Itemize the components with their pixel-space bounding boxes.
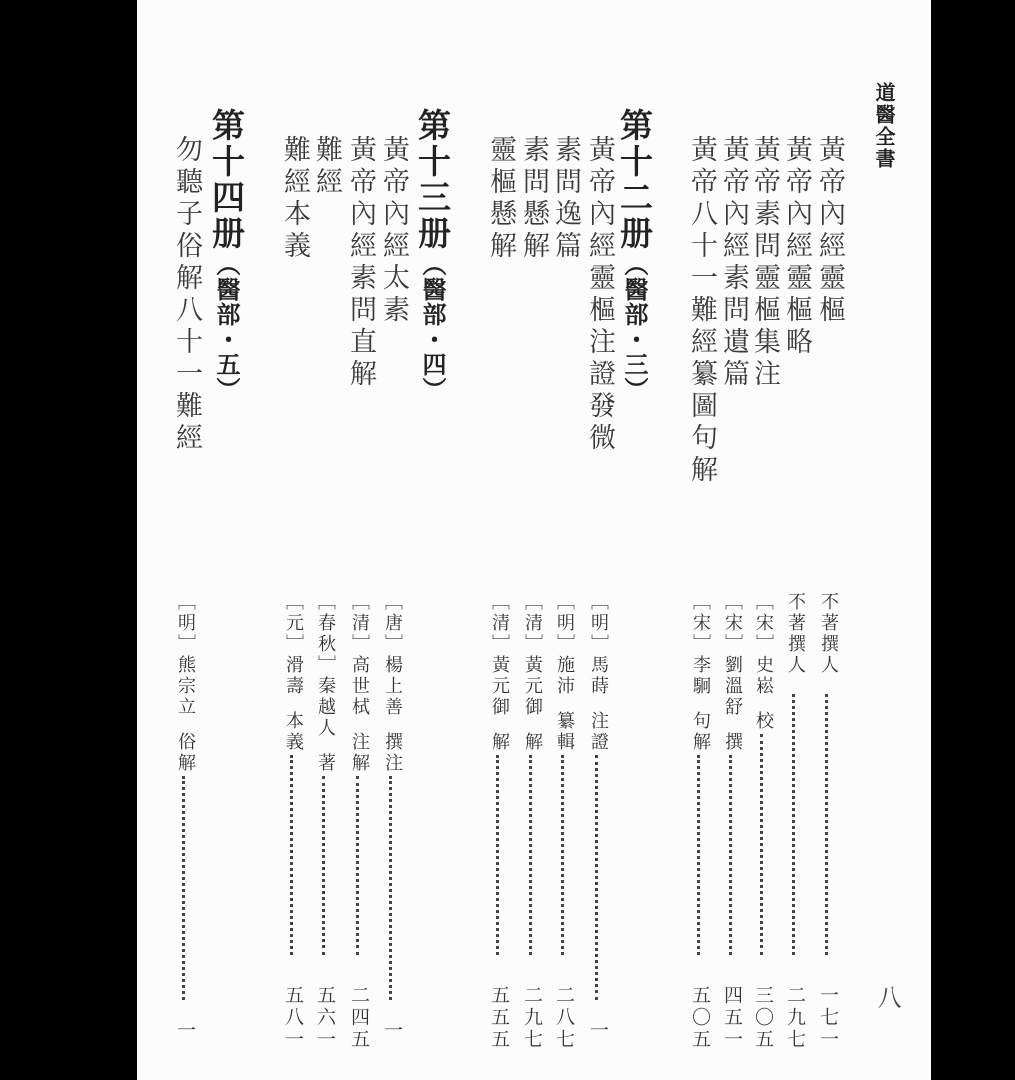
entry-title: 素問懸解 bbox=[518, 135, 549, 263]
entry-author bbox=[750, 592, 776, 732]
volume-heading-title: 第十二册 bbox=[615, 108, 654, 252]
entry-author-role: 撰注 bbox=[382, 732, 403, 774]
entry-author bbox=[312, 592, 338, 774]
entry-author-role: 注證 bbox=[588, 711, 609, 753]
entry-author bbox=[585, 592, 611, 753]
entry-author-name: 秦越人 bbox=[315, 676, 336, 739]
entry-title: 黃帝內經靈樞注證發微 bbox=[584, 135, 615, 455]
entry-author-name: 李駉 bbox=[690, 655, 711, 697]
entry-dynasty: ［明］ bbox=[588, 592, 609, 655]
entry-page-number: 二九七 bbox=[521, 985, 543, 1051]
entry-page-number: 一 bbox=[381, 1020, 403, 1042]
dot-leader bbox=[322, 776, 325, 955]
entry-title: 黃帝內經太素 bbox=[378, 135, 409, 327]
entry-author bbox=[815, 592, 841, 676]
dot-leader bbox=[356, 776, 359, 955]
entry-dynasty: ［清］ bbox=[349, 592, 370, 655]
volume-heading bbox=[409, 108, 456, 402]
entry-page-number: 四五一 bbox=[721, 985, 743, 1051]
entry-author-name: 劉溫舒 bbox=[722, 655, 743, 718]
entry-author bbox=[782, 592, 808, 676]
entry-dynasty: ［宋］ bbox=[722, 592, 743, 655]
entry-author bbox=[346, 592, 372, 774]
dot-leader bbox=[389, 776, 392, 1000]
volume-heading-section: （醫部・五） bbox=[212, 252, 241, 402]
entry-author-role: 解 bbox=[489, 732, 510, 753]
entry-author bbox=[687, 592, 713, 753]
dot-leader bbox=[595, 755, 598, 1000]
dot-leader bbox=[760, 734, 763, 955]
entry-dynasty: ［明］ bbox=[175, 592, 196, 655]
entry-author bbox=[519, 592, 545, 753]
entry-author-name: 高世栻 bbox=[349, 655, 370, 718]
dot-leader bbox=[729, 755, 732, 955]
volume-heading-section: （醫部・四） bbox=[418, 252, 447, 402]
entry-dynasty: ［宋］ bbox=[690, 592, 711, 655]
entry-title: 黃帝內經素問直解 bbox=[345, 135, 376, 391]
entry-page-number: 二八七 bbox=[553, 985, 575, 1051]
entry-dynasty: ［唐］ bbox=[382, 592, 403, 655]
entry-author-name: 史崧 bbox=[753, 655, 774, 697]
entry-author-role: 注解 bbox=[349, 732, 370, 774]
entry-page-number: 五八一 bbox=[282, 985, 304, 1051]
entry-page-number: 一 bbox=[587, 1020, 609, 1042]
entry-page-number: 三〇五 bbox=[752, 985, 774, 1051]
entry-author-name: 馬蒔 bbox=[588, 655, 609, 697]
entry-author-role: 句解 bbox=[690, 711, 711, 753]
entry-author bbox=[719, 592, 745, 753]
entry-author bbox=[280, 592, 306, 753]
entry-title: 黃帝內經素問遺篇 bbox=[718, 135, 749, 391]
entry-dynasty: ［元］ bbox=[283, 592, 304, 655]
entry-title: 素問逸篇 bbox=[550, 135, 581, 263]
entry-title: 黃帝素問靈樞集注 bbox=[749, 135, 780, 391]
entry-author-role: 校 bbox=[753, 711, 774, 732]
entry-title: 黃帝內經靈樞略 bbox=[781, 135, 812, 359]
entry-author-name: 施沛 bbox=[554, 655, 575, 697]
entry-author-role: 著 bbox=[315, 753, 336, 774]
entry-author-name: 楊上善 bbox=[382, 655, 403, 718]
entry-dynasty: ［宋］ bbox=[753, 592, 774, 655]
entry-page-number: 二九七 bbox=[784, 985, 806, 1051]
volume-heading-title: 第十四册 bbox=[207, 108, 246, 252]
entry-author bbox=[172, 592, 198, 774]
entry-page-number: 五〇五 bbox=[689, 985, 711, 1051]
entry-author-role: 纂輯 bbox=[554, 711, 575, 753]
dot-leader bbox=[182, 776, 185, 1000]
entry-author-name: 黃元御 bbox=[489, 655, 510, 718]
entry-author bbox=[551, 592, 577, 753]
entry-title: 靈樞懸解 bbox=[485, 135, 516, 263]
volume-heading-title: 第十三册 bbox=[413, 108, 452, 252]
volume-heading bbox=[203, 108, 250, 402]
entry-author-name: 不著撰人 bbox=[818, 592, 839, 676]
entry-page-number: 五五五 bbox=[488, 985, 510, 1051]
dot-leader bbox=[792, 694, 795, 955]
dot-leader bbox=[496, 755, 499, 955]
entry-dynasty: ［春秋］ bbox=[315, 592, 336, 676]
entry-title: 難經 bbox=[311, 135, 342, 199]
folio-page-number: 八 bbox=[873, 985, 901, 1009]
entry-dynasty: ［清］ bbox=[489, 592, 510, 655]
entry-author bbox=[379, 592, 405, 774]
dot-leader bbox=[529, 755, 532, 955]
entry-title: 勿聽子俗解八十一難經 bbox=[171, 135, 202, 455]
entry-author-name: 滑壽 bbox=[283, 655, 304, 697]
entry-page-number: 一七一 bbox=[817, 985, 839, 1051]
entry-title: 黃帝八十一難經纂圖句解 bbox=[686, 135, 717, 487]
entry-author-name: 熊宗立 bbox=[175, 655, 196, 718]
entry-page-number: 一 bbox=[174, 1020, 196, 1042]
entry-title: 黃帝內經靈樞 bbox=[814, 135, 845, 327]
dot-leader bbox=[290, 755, 293, 955]
entry-author bbox=[486, 592, 512, 753]
entry-title: 難經本義 bbox=[279, 135, 310, 263]
entry-author-name: 不著撰人 bbox=[785, 592, 806, 676]
entry-dynasty: ［清］ bbox=[522, 592, 543, 655]
entry-dynasty: ［明］ bbox=[554, 592, 575, 655]
entry-author-name: 黃元御 bbox=[522, 655, 543, 718]
entry-author-role: 俗解 bbox=[175, 732, 196, 774]
entry-author-role: 撰 bbox=[722, 732, 743, 753]
entry-page-number: 五六一 bbox=[314, 985, 336, 1051]
entry-page-number: 二四五 bbox=[348, 985, 370, 1051]
entry-author-role: 解 bbox=[522, 732, 543, 753]
dot-leader bbox=[825, 694, 828, 955]
dot-leader bbox=[697, 755, 700, 955]
dot-leader bbox=[561, 755, 564, 955]
entry-author-role: 本義 bbox=[283, 711, 304, 753]
running-head: 道醫全書 bbox=[872, 82, 896, 170]
volume-heading-section: （醫部・三） bbox=[620, 252, 649, 402]
